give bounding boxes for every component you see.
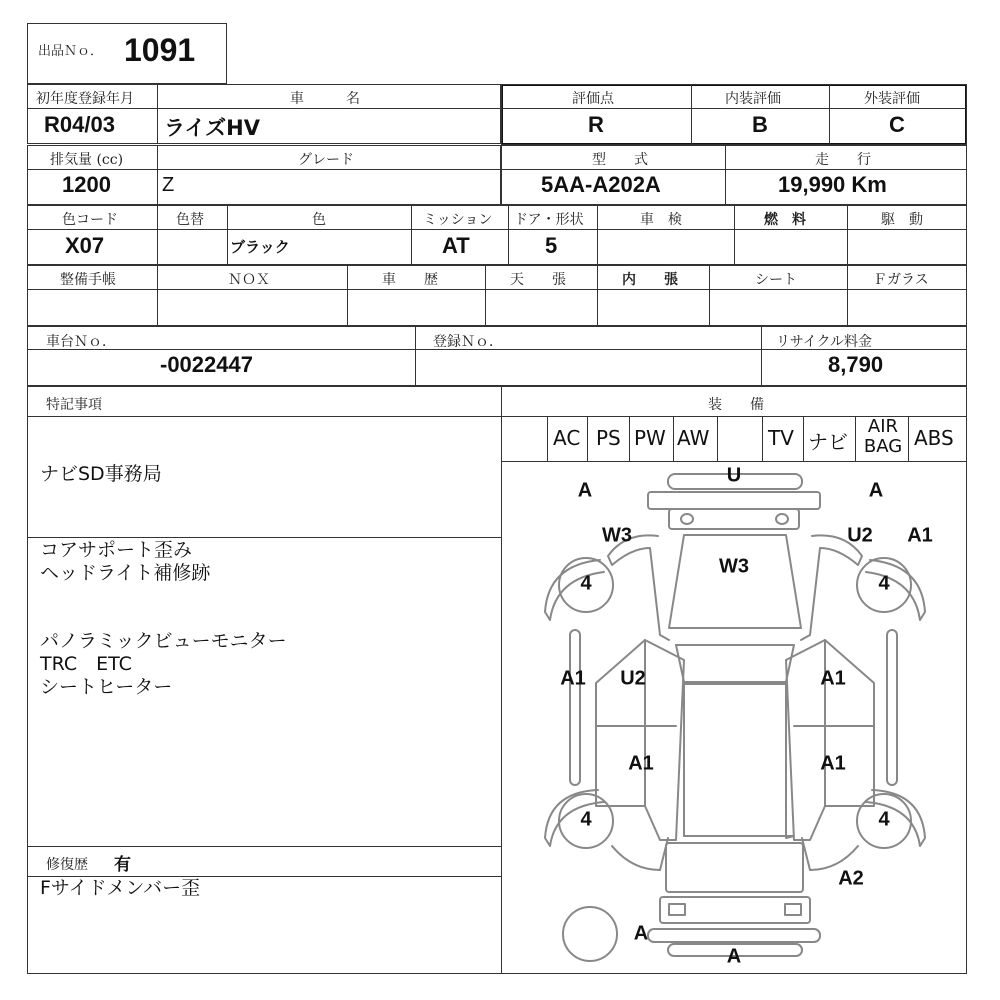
front-emblem-left	[681, 514, 693, 524]
rear-glass	[684, 836, 794, 838]
mark-left-door-rear: A1	[628, 752, 654, 775]
color-value: ブラック	[230, 238, 290, 256]
equip-tv: TV	[768, 426, 794, 450]
door-label: ドア・形状	[514, 212, 584, 228]
seat-label: シート	[755, 272, 797, 288]
roof-label: 天 張	[510, 272, 566, 288]
history-label: 車 歴	[382, 272, 438, 288]
inspection-label: 車 検	[640, 212, 682, 228]
displacement-value: 1200	[62, 172, 111, 197]
notes-label: 特記事項	[46, 397, 102, 413]
registration-label: 登録Ｎｏ．	[433, 334, 503, 350]
interior-label: 内装評価	[725, 91, 781, 107]
equip-navi: ナビ	[808, 430, 848, 454]
mark-front-right: A	[868, 479, 884, 502]
left-side-sill	[570, 630, 580, 785]
notes-block3-line-1: パノラミックビューモニター	[40, 630, 287, 652]
notes-block2-line-1: コアサポート歪み	[40, 539, 193, 561]
score-value: R	[588, 112, 604, 137]
mark-right-edge: A1	[907, 524, 933, 547]
front-bumper-mid	[648, 492, 820, 509]
mark-tire-front-right: 4	[878, 572, 890, 595]
mark-rear-left: A	[633, 922, 649, 945]
fuel-label: 燃 料	[764, 212, 806, 228]
mark-right-door-rear: A1	[820, 752, 846, 775]
mark-tire-rear-left: 4	[580, 808, 592, 831]
mark-right-door-front: A1	[820, 667, 846, 690]
grade-label: グレード	[298, 152, 354, 168]
door-value: 5	[545, 233, 558, 258]
score-label: 評価点	[572, 91, 614, 107]
front-fender-right	[801, 535, 862, 640]
color-code-value: X07	[65, 233, 105, 258]
mark-left-door-front-outer: A1	[560, 667, 586, 690]
fglass-label: Ｆガラス	[873, 272, 929, 288]
equipment-label: 装 備	[708, 397, 764, 413]
repair-value: 有	[114, 855, 131, 875]
front-grille	[669, 509, 799, 529]
car-name-value: ライズHV	[164, 116, 260, 140]
hood	[669, 535, 801, 628]
mark-front-bumper: U	[726, 464, 742, 487]
lot-number-label: 出品Ｎｏ．	[38, 44, 104, 59]
color-code-label: 色コード	[62, 212, 118, 228]
equip-pw: PW	[634, 426, 666, 450]
car-name-label: 車 名	[290, 91, 360, 107]
mark-tire-rear-right: 4	[878, 808, 890, 831]
mark-fender-front-left: W3	[602, 524, 632, 547]
recycle-label: リサイクル料金	[776, 334, 873, 350]
interior-trim-label: 内 張	[622, 272, 678, 288]
maintenance-label: 整備手帳	[60, 272, 116, 288]
mileage-label: 走 行	[815, 152, 871, 168]
mission-label: ミッション	[423, 212, 493, 228]
equip-abs: ABS	[914, 426, 954, 450]
notes-block3-line-2: TRC ETC	[40, 653, 132, 675]
first-reg-label: 初年度登録年月	[36, 91, 134, 107]
notes-block3-line-3: シートヒーター	[40, 676, 173, 698]
repair-label: 修復歴	[46, 857, 88, 873]
interior-value: B	[752, 112, 768, 137]
rear-bumper-top	[660, 897, 810, 923]
displacement-label: 排気量 (cc)	[50, 152, 124, 168]
recycle-value: 8,790	[828, 352, 884, 377]
rear-plate-left	[669, 904, 685, 915]
model-value: 5AA-A202A	[541, 172, 661, 197]
mark-hood: W3	[719, 555, 749, 578]
front-emblem-right	[776, 514, 788, 524]
equip-aw: AW	[677, 426, 710, 450]
model-label: 型 式	[592, 152, 648, 168]
notes-line-1: ナビSD事務局	[40, 463, 162, 485]
nox-label: ＮＯＸ	[228, 272, 270, 288]
equip-airbag: AIR BAG	[863, 416, 903, 457]
equip-ac: AC	[553, 426, 581, 450]
rear-quarter-right	[802, 838, 858, 870]
spare-tire	[563, 907, 617, 961]
front-fender-left	[608, 535, 669, 640]
color-change-label: 色替	[176, 212, 204, 228]
chassis-label: 車台Ｎｏ．	[46, 334, 116, 350]
right-side-sill	[887, 630, 897, 785]
notes-block2-line-2: ヘッドライト補修跡	[40, 562, 211, 584]
mark-fender-front-right: U2	[847, 524, 873, 547]
color-label: 色	[312, 212, 326, 228]
mark-tire-front-left: 4	[580, 572, 592, 595]
repair-detail: Fサイドメンバー歪	[40, 877, 201, 899]
exterior-label: 外装評価	[864, 91, 920, 107]
drive-label: 駆 動	[881, 212, 923, 228]
rear-plate-right	[785, 904, 801, 915]
mission-value: AT	[442, 233, 470, 258]
rear-bumper-lower	[648, 929, 820, 942]
rear-quarter-left	[612, 838, 668, 870]
windshield	[676, 645, 794, 682]
mark-rear-bumper: A	[726, 945, 742, 968]
grade-value: Z	[162, 174, 175, 196]
roof	[684, 684, 786, 836]
tailgate	[666, 843, 803, 892]
mark-rear-right: A2	[838, 867, 864, 890]
lot-number-value: 1091	[124, 32, 196, 68]
mileage-value: 19,990 Km	[778, 172, 887, 197]
mark-left-door-front-inner: U2	[620, 667, 646, 690]
equip-ps: PS	[596, 426, 621, 450]
first-reg-value: R04/03	[44, 112, 115, 137]
exterior-value: C	[889, 112, 905, 137]
mark-front-left: A	[577, 479, 593, 502]
chassis-value: -0022447	[160, 352, 253, 377]
